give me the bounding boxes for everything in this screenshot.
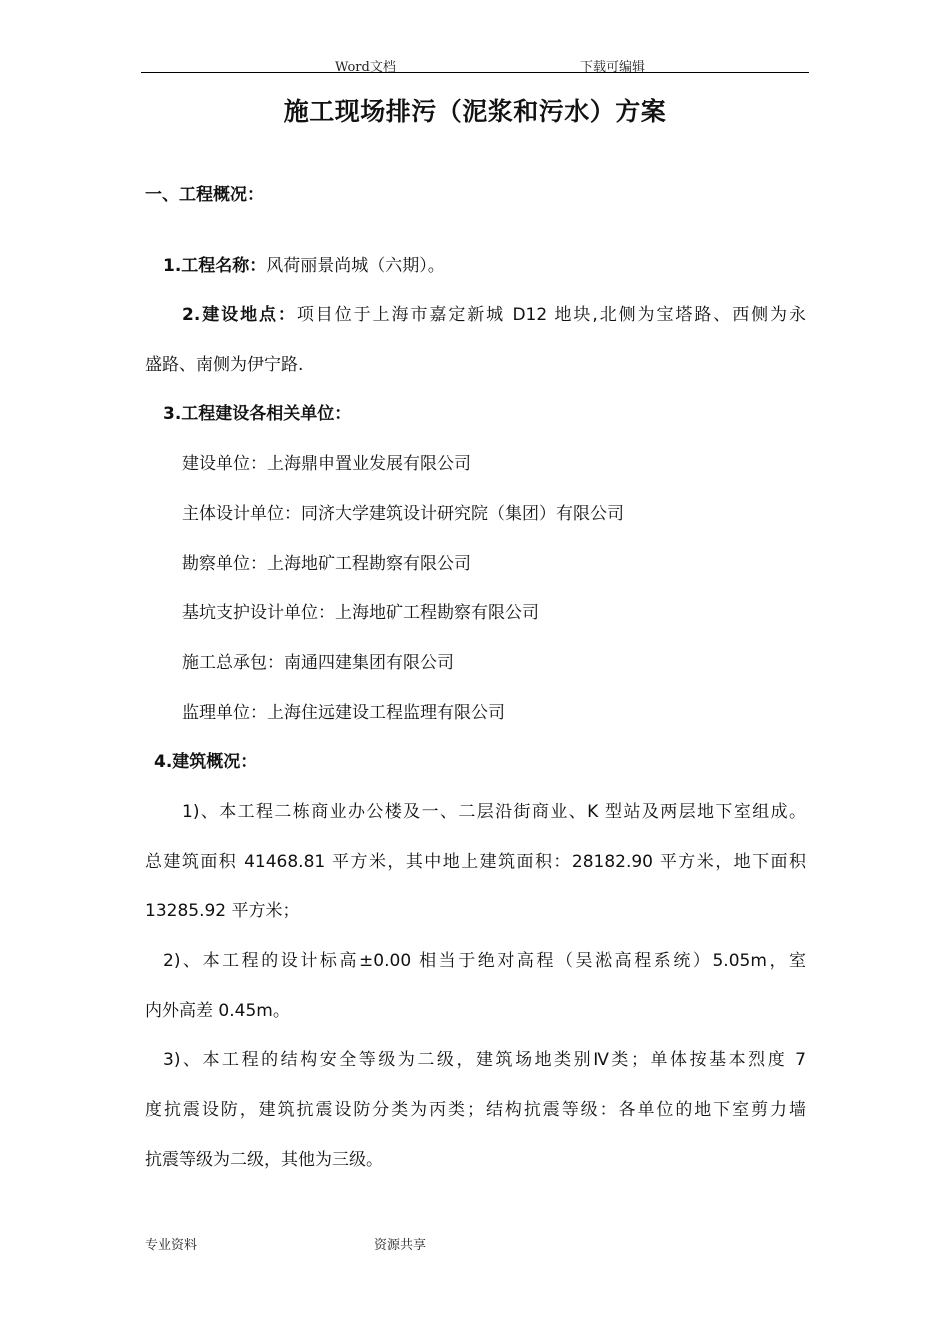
paragraph-line: 13285.92 平方米； [145,901,300,921]
unit-line: 施工总承包：南通四建集团有限公司 [182,653,454,673]
location-line-2: 盛路、南侧为伊宁路. [145,355,304,375]
location-line-1 [182,300,806,325]
header-left-text: Word文档 [335,60,396,75]
paragraph-line: 2)、本工程的设计标高±0.00 相当于绝对高程（吴淞高程系统）5.05m，室 [163,951,806,971]
unit-line: 勘察单位：上海地矿工程勘察有限公司 [182,554,471,574]
paragraph-line: 3)、本工程的结构安全等级为二级，建筑场地类别Ⅳ类；单体按基本烈度 7 [163,1050,806,1070]
unit-line: 主体设计单位：同济大学建筑设计研究院（集团）有限公司 [182,504,624,524]
header-right-text: 下载可编辑 [580,60,646,75]
building-overview-heading: 4.建筑概况： [154,752,258,772]
unit-line: 基坑支护设计单位：上海地矿工程勘察有限公司 [182,603,539,623]
footer-right-text: 资源共享 [374,1238,427,1253]
header-divider [141,72,809,73]
paragraph-line: 度抗震设防，建筑抗震设防分类为丙类；结构抗震等级：各单位的地下室剪力墙 [145,1100,806,1120]
location-label: 2.建设地点： [182,305,297,325]
project-name-label: 1.工程名称： [163,256,267,276]
paragraph-line: 总建筑面积 41468.81 平方米，其中地上建筑面积：28182.90 平方米，地下面积 [145,852,806,872]
project-name-line [163,251,445,276]
paragraph-line: 抗震等级为二级，其他为三级。 [145,1150,383,1170]
units-heading: 3.工程建设各相关单位： [163,404,352,424]
paragraph-line: 1)、本工程二栋商业办公楼及一、二层沿街商业、K 型站及两层地下室组成。 [182,802,806,822]
footer-left-text: 专业资料 [145,1238,198,1253]
unit-line: 建设单位：上海鼎申置业发展有限公司 [182,454,471,474]
project-name-value: 风荷丽景尚城（六期）。 [266,256,445,276]
unit-line: 监理单位：上海住远建设工程监理有限公司 [182,703,505,723]
section-heading: 一、工程概况： [145,185,264,205]
location-text-1: 项目位于上海市嘉定新城 D12 地块,北侧为宝塔路、西侧为永 [296,305,806,325]
document-title: 施工现场排污（泥浆和污水）方案 [283,97,667,126]
paragraph-line: 内外高差 0.45m。 [145,1001,290,1021]
